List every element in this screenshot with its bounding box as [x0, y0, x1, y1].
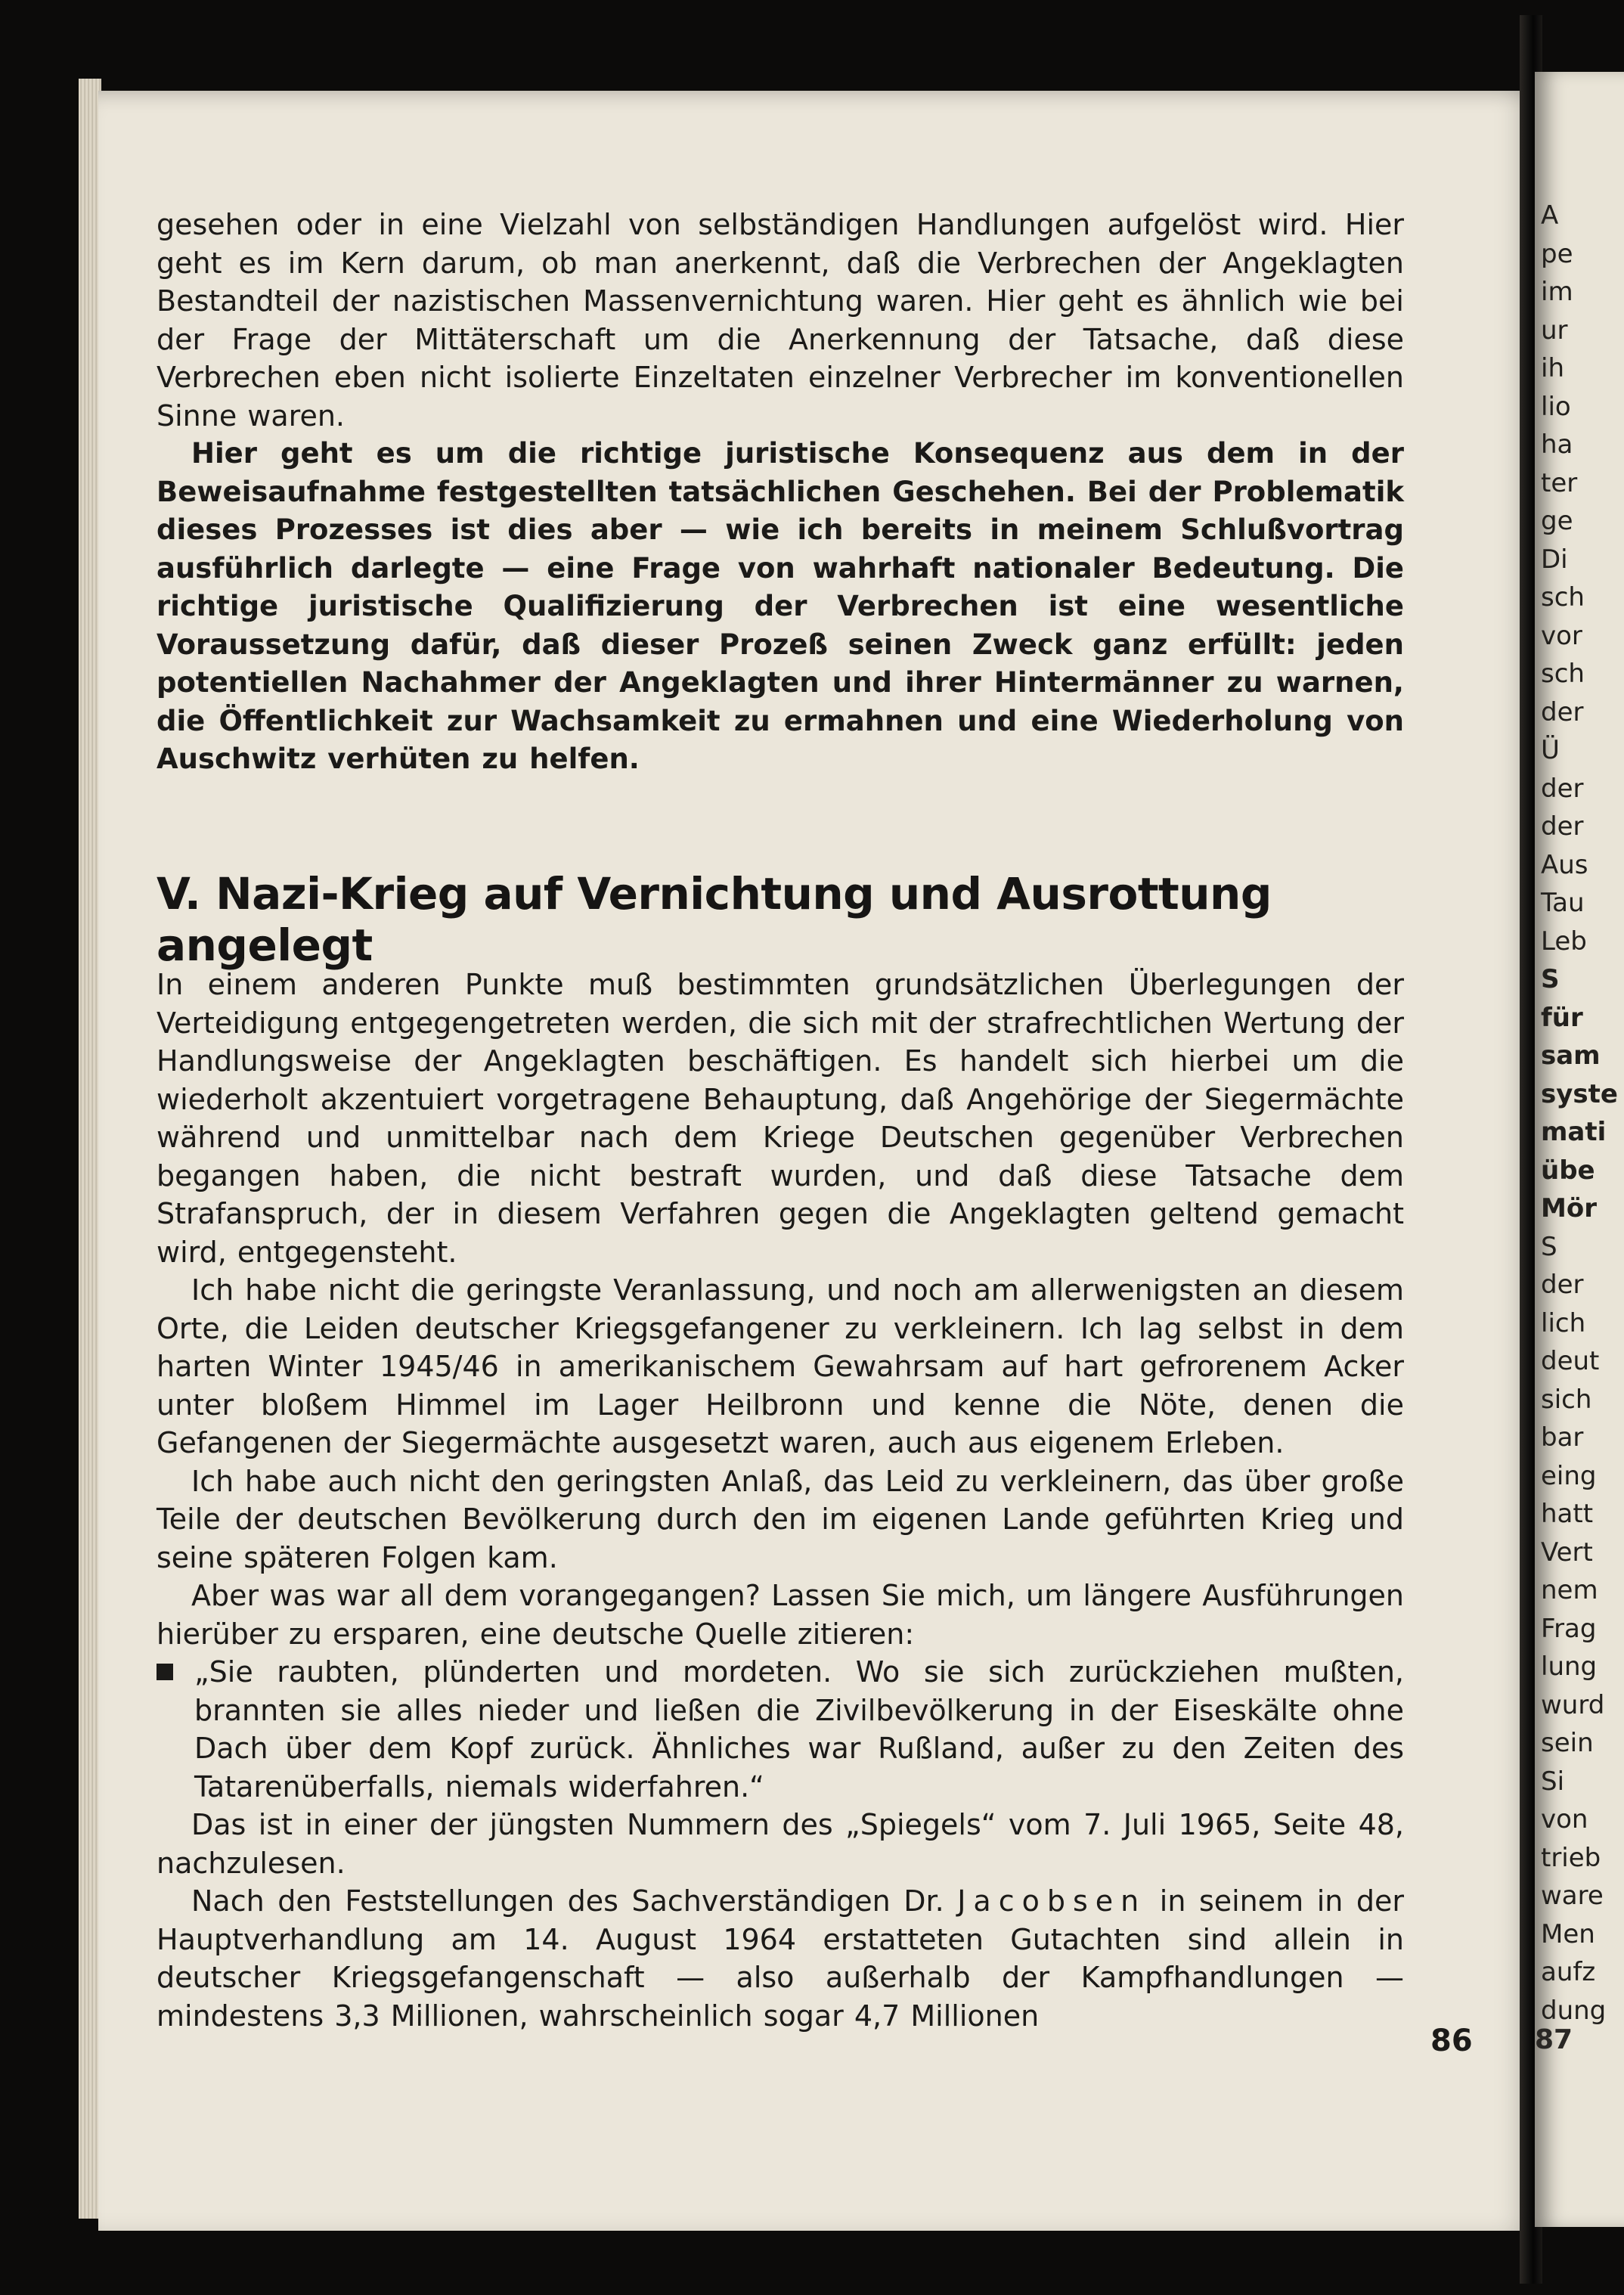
- facing-page-fragment: vor: [1541, 620, 1582, 651]
- facing-page-fragment: Ü: [1541, 735, 1560, 765]
- facing-page-fragment: bar: [1541, 1422, 1584, 1453]
- facing-page-number: 87: [1535, 2024, 1573, 2055]
- facing-page-fragment: mati: [1541, 1117, 1607, 1147]
- facing-page-fragment: ware: [1541, 1881, 1604, 1911]
- facing-page-fragment: sch: [1541, 659, 1585, 689]
- facing-page-fragment: nem: [1541, 1575, 1598, 1605]
- facing-page-fragment: lio: [1541, 391, 1571, 422]
- facing-page-fragment: hatt: [1541, 1499, 1594, 1529]
- facing-page-fragment: Tau: [1541, 888, 1585, 918]
- facing-page-fragment: dung: [1541, 1995, 1607, 2026]
- facing-page-fragment: sam: [1541, 1041, 1601, 1071]
- paragraph-1: gesehen oder in eine Vielzahl von selbständigen Handlungen aufgelöst wird. Hier geht es im Kern darum, ob man anerkennt, daß die Verbrechen der Angeklagten Bestandteil der nazistischen Massenvernichtung waren. Hier geht es ähnlich wie bei der Frage der Mittäterschaft um die Anerkennung der Tatsache, daß diese Verbrechen eben nicht isolierte Einzeltaten einzelner Verbrecher im konventionellen Sinne waren.: [157, 208, 1404, 433]
- square-bullet-icon: [157, 1664, 173, 1680]
- facing-page-fragment: S: [1541, 964, 1560, 994]
- book-page-right: [1535, 72, 1624, 2227]
- facing-page-fragment: trieb: [1541, 1842, 1601, 1873]
- expert-name: Jacobsen: [957, 1884, 1147, 1918]
- paragraph-8: [157, 1882, 1404, 2035]
- paragraph-4: Ich habe nicht die geringste Veranlassung, und noch am allerwenigsten an diesem Orte, die Leiden deutscher Kriegsgefangener zu verkleinern. Ich lag selbst in dem harten Winter 1945/46 in amerikanischem Gewahrsam auf hart gefrorenem Acker unter bloßem Himmel im Lager Heilbronn und kenne die Nöte, denen die Gefangenen der Siegermächte ausgesetzt waren, auch aus eigenem Erleben.: [157, 1273, 1404, 1459]
- facing-page-fragment: sich: [1541, 1384, 1592, 1415]
- facing-page-fragment: der: [1541, 696, 1584, 727]
- facing-page-fragment: lich: [1541, 1307, 1586, 1338]
- facing-page-fragment: syste: [1541, 1078, 1618, 1109]
- quote-text: „Sie raubten, plünderten und mordeten. Wo sie sich zurückziehen mußten, brannten sie alles nieder und ließen die Zivilbevölkerung in der Eiseskälte ohne Dach über dem Kopf zurück. Ähnliches war Rußland, außer zu den Zeiten des Tatarenüberfalls, niemals widerfahren.“: [194, 1655, 1404, 1803]
- text-block-top: [157, 206, 1404, 779]
- facing-page-fragment: ha: [1541, 430, 1573, 460]
- paragraph-6: Aber was war all dem vorangegangen? Lassen Sie mich, um längere Ausführungen hierüber zu ersparen, eine deutsche Quelle zitieren:: [157, 1579, 1404, 1651]
- paragraph-8-start: Nach den Feststellungen des Sachverständigen Dr.: [191, 1884, 944, 1918]
- section-heading: V. Nazi-Krieg auf Vernichtung und Ausrottung angelegt: [157, 868, 1272, 971]
- facing-page-fragment: ge: [1541, 506, 1573, 536]
- facing-page-fragment: ur: [1541, 315, 1568, 346]
- facing-page-fragment: der: [1541, 773, 1584, 804]
- facing-page-fragment: lung: [1541, 1651, 1598, 1682]
- paragraph-3: In einem anderen Punkte muß bestimmten grundsätzlichen Überlegungen der Verteidigung entgegengetreten werden, die sich mit der strafrechtlichen Wertung der Handlungsweise der Angeklagten beschäftigen. Es handelt sich hierbei um die wiederholt akzentuiert vorgetragene Behauptung, daß Angehörige der Siegermächte während und unmittelbar nach dem Kriege Deutschen gegenüber Verbrechen begangen haben, die nicht bestraft wurden, und daß diese Tatsache dem Strafanspruch, der in diesem Verfahren gegen die Angeklagten geltend gemacht wird, entgegensteht.: [157, 968, 1404, 1269]
- text-block-body: [157, 966, 1404, 2035]
- facing-page-fragment: für: [1541, 1002, 1583, 1033]
- facing-page-fragment: von: [1541, 1804, 1588, 1834]
- paragraph-2-bold: Hier geht es um die richtige juristische Konsequenz aus dem in der Beweisaufnahme festgestellten tatsächlichen Geschehen. Bei der Problematik dieses Prozesses ist dies aber — wie ich bereits in meinem Schlußvortrag ausführlich darlegte — eine Frage von wahrhaft nationaler Bedeutung. Die richtige juristische Qualifizierung der Verbrechen ist eine wesentliche Voraussetzung dafür, daß dieser Prozeß seinen Zweck ganz erfüllt: jeden potentiellen Nachahmer der Angeklagten und ihrer Hintermänner zu warnen, die Öffentlichkeit zur Wachsamkeit zu ermahnen und eine Wiederholung von Auschwitz verhüten zu helfen.: [157, 437, 1404, 775]
- facing-page-fragment: Vert: [1541, 1537, 1593, 1568]
- facing-page-fragment: Di: [1541, 544, 1568, 575]
- facing-page-fragment: Aus: [1541, 849, 1588, 880]
- paragraph-8-rest: in seinem in der Hauptverhandlung am 14. August 1964 erstatteten Gutachten sind allein in deutscher Kriegsgefangenschaft — also außerhalb der Kampfhandlungen — mindestens 3,3 Millionen, wahrscheinlich sogar 4,7 Millionen: [157, 1884, 1404, 2033]
- facing-page-fragment: sein: [1541, 1728, 1594, 1758]
- facing-page-fragment: übe: [1541, 1155, 1595, 1186]
- facing-page-fragment: deut: [1541, 1346, 1600, 1376]
- facing-page-fragment: S: [1541, 1231, 1557, 1262]
- facing-page-fragment: Leb: [1541, 926, 1587, 957]
- facing-page-fragment: ih: [1541, 353, 1564, 383]
- block-quote: [157, 1653, 1404, 1806]
- facing-page-fragment: Si: [1541, 1766, 1565, 1797]
- facing-page-fragment: eing: [1541, 1460, 1597, 1491]
- facing-page-fragment: aufz: [1541, 1957, 1596, 1987]
- facing-page-fragment: A: [1541, 200, 1559, 231]
- paragraph-5: Ich habe auch nicht den geringsten Anlaß, das Leid zu verkleinern, das über große Teile der deutschen Bevölkerung durch den im eigenen Lande geführten Krieg und seine späteren Folgen kam.: [157, 1464, 1404, 1574]
- facing-page-fragment: der: [1541, 1270, 1584, 1300]
- facing-page-fragment: der: [1541, 811, 1584, 842]
- facing-page-fragment: pe: [1541, 238, 1573, 269]
- paragraph-7: Das ist in einer der jüngsten Nummern des „Spiegels“ vom 7. Juli 1965, Seite 48, nachzulesen.: [157, 1808, 1404, 1880]
- page-number: 86: [1430, 2024, 1473, 2058]
- facing-page-fragment: Mör: [1541, 1193, 1597, 1223]
- facing-page-fragment: Frag: [1541, 1613, 1597, 1644]
- facing-page-fragment: wurd: [1541, 1689, 1605, 1720]
- facing-page-fragment: sch: [1541, 582, 1585, 613]
- facing-page-fragment: im: [1541, 277, 1573, 307]
- facing-page-fragment: Men: [1541, 1918, 1595, 1949]
- facing-page-fragment: ter: [1541, 467, 1578, 498]
